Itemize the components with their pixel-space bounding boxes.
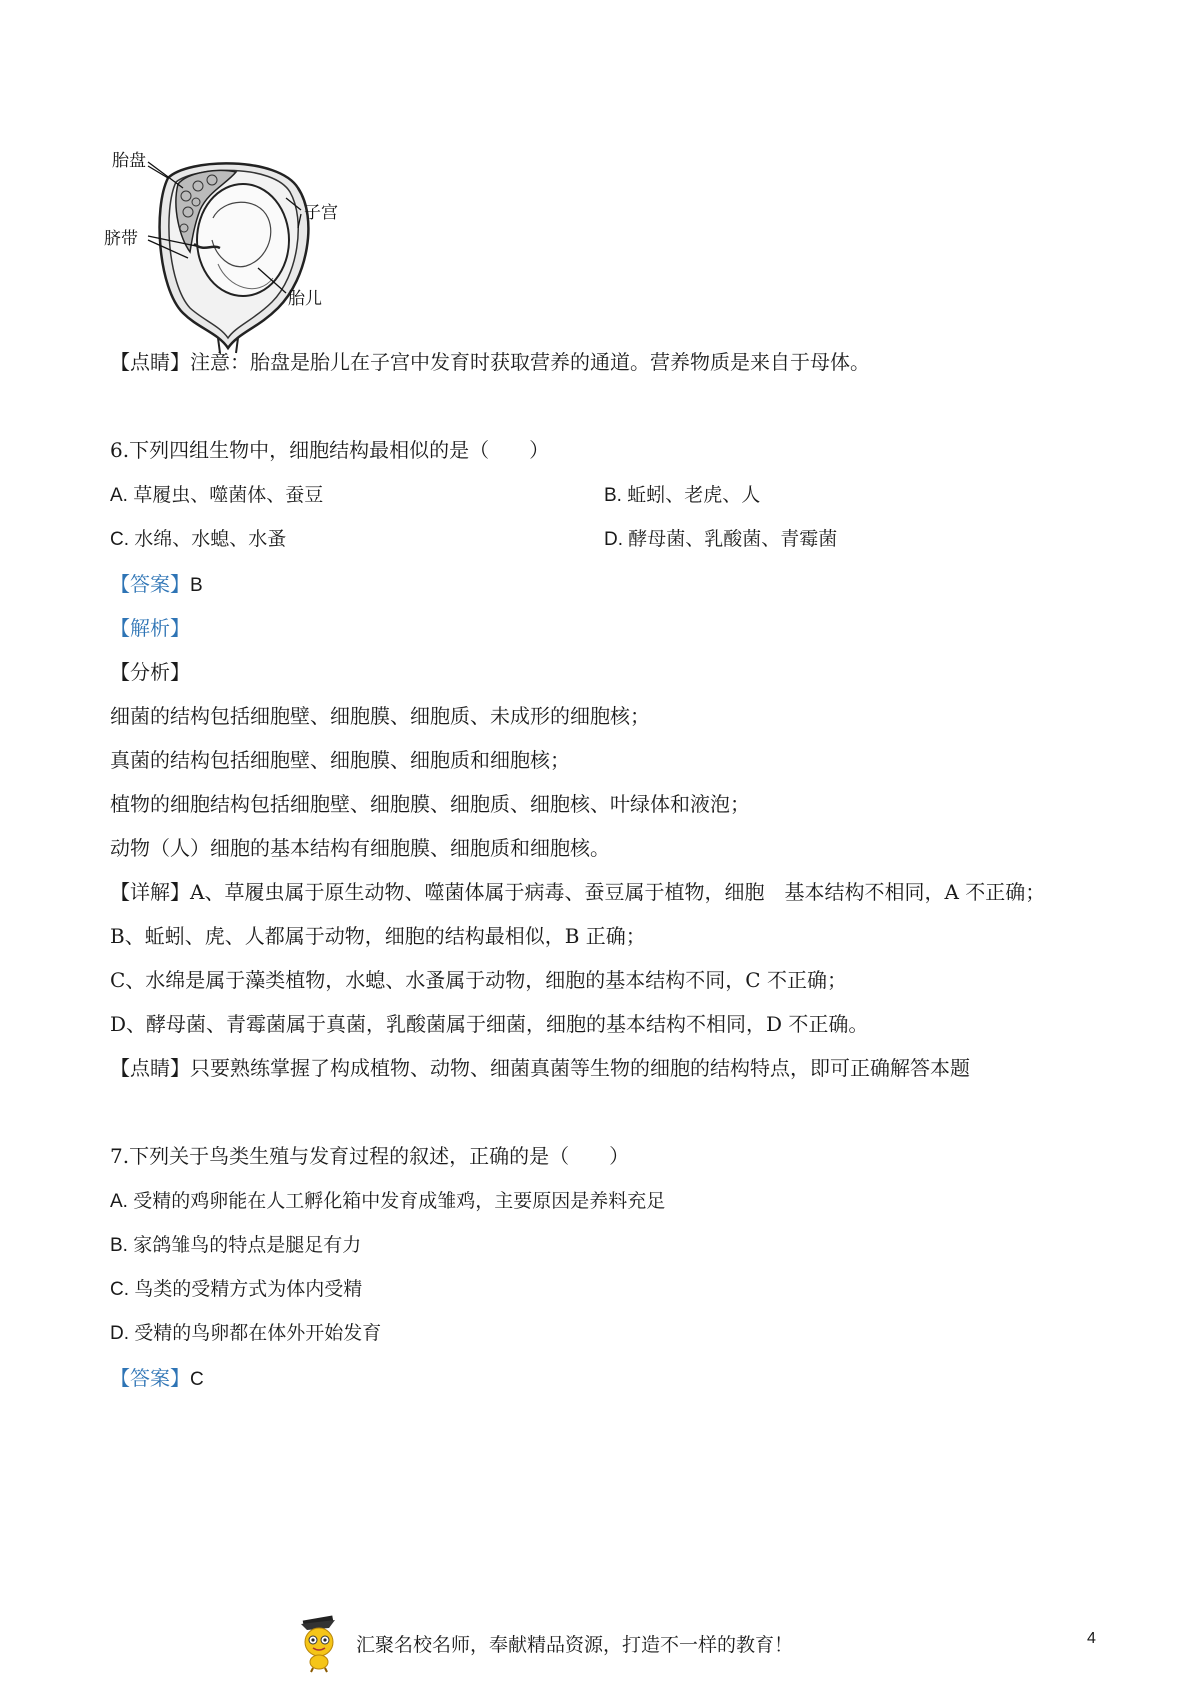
q6-analysis-line-4: 动物（人）细胞的基本结构有细胞膜、细胞质和细胞核。 xyxy=(110,836,610,860)
umbilical-cord-label: 脐带 xyxy=(104,229,138,249)
q6-detail-line-1 xyxy=(110,878,1045,906)
q6-analysis-line-2: 真菌的结构包括细胞壁、细胞膜、细胞质和细胞核； xyxy=(110,748,570,772)
q7-answer-tag: 【答案】 xyxy=(110,1366,190,1390)
uterus-label: 子宫 xyxy=(304,203,338,223)
q7-answer-value: C xyxy=(190,1369,204,1390)
q6-detail-line-2: B、蚯蚓、虎、人都属于动物，细胞的结构最相似，B 正确； xyxy=(110,924,646,948)
q6-detail-line-3: C、水绵是属于藻类植物，水螅、水蚤属于动物，细胞的基本结构不同，C 不正确； xyxy=(110,968,847,992)
q7-option-d: D. 受精的鸟卵都在体外开始发育 xyxy=(110,1323,382,1344)
q6-detail-tag: 【详解】 xyxy=(110,880,190,904)
page-footer xyxy=(0,1614,1200,1674)
q5-tip xyxy=(110,348,870,376)
q6-option-d: D. 酵母菌、乳酸菌、青霉菌 xyxy=(604,529,838,550)
q6-option-c: C. 水绵、水螅、水蚤 xyxy=(110,529,287,550)
q6-option-a: A. 草履虫、噬菌体、蚕豆 xyxy=(110,485,324,506)
q6-stem: 6.下列四组生物中，细胞结构最相似的是（ ） xyxy=(110,438,550,462)
q6-analysis-head: 【分析】 xyxy=(110,660,190,684)
q6-analysis-tag: 【解析】 xyxy=(110,616,190,640)
q6-answer-tag: 【答案】 xyxy=(110,572,190,596)
q7-stem: 7.下列关于鸟类生殖与发育过程的叙述，正确的是（ ） xyxy=(110,1144,630,1168)
q7-answer xyxy=(110,1364,204,1394)
q7-option-c: C. 鸟类的受精方式为体内受精 xyxy=(110,1279,363,1300)
q7-option-a: A. 受精的鸡卵能在人工孵化箱中发育成雏鸡，主要原因是养料充足 xyxy=(110,1191,666,1212)
footer-slogan: 汇聚名校名师，奉献精品资源，打造不一样的教育！ xyxy=(356,1634,794,1656)
q6-answer-value: B xyxy=(190,575,203,596)
mascot-logo xyxy=(293,1616,345,1672)
q6-tip-text: 只要熟练掌握了构成植物、动物、细菌真菌等生物的细胞的结构特点，即可正确解答本题 xyxy=(190,1056,970,1080)
q6-detail-line-4: D、酵母菌、青霉菌属于真菌，乳酸菌属于细菌，细胞的基本结构不相同，D 不正确。 xyxy=(110,1012,869,1036)
fetus-uterus-diagram xyxy=(104,148,398,356)
q5-tip-tag: 【点睛】 xyxy=(110,350,190,374)
q5-tip-text: 注意：胎盘是胎儿在子宫中发育时获取营养的通道。营养物质是来自于母体。 xyxy=(190,350,870,374)
q6-tip-tag: 【点睛】 xyxy=(110,1056,190,1080)
placenta-label: 胎盘 xyxy=(112,151,146,171)
q6-tip xyxy=(110,1054,970,1082)
q6-option-b: B. 蚯蚓、老虎、人 xyxy=(604,485,761,506)
q7-option-b: B. 家鸽雏鸟的特点是腿足有力 xyxy=(110,1235,362,1256)
q6-detail-text-1: A、草履虫属于原生动物、噬菌体属于病毒、蚕豆属于植物，细胞 基本结构不相同，A 不正确； xyxy=(190,880,1046,904)
q6-answer xyxy=(110,570,203,600)
fetus-label: 胎儿 xyxy=(288,289,322,309)
q6-analysis-line-1: 细菌的结构包括细胞壁、细胞膜、细胞质、未成形的细胞核； xyxy=(110,704,650,728)
q6-analysis-line-3: 植物的细胞结构包括细胞壁、细胞膜、细胞质、细胞核、叶绿体和液泡； xyxy=(110,792,750,816)
page-number: 4 xyxy=(1087,1630,1096,1647)
